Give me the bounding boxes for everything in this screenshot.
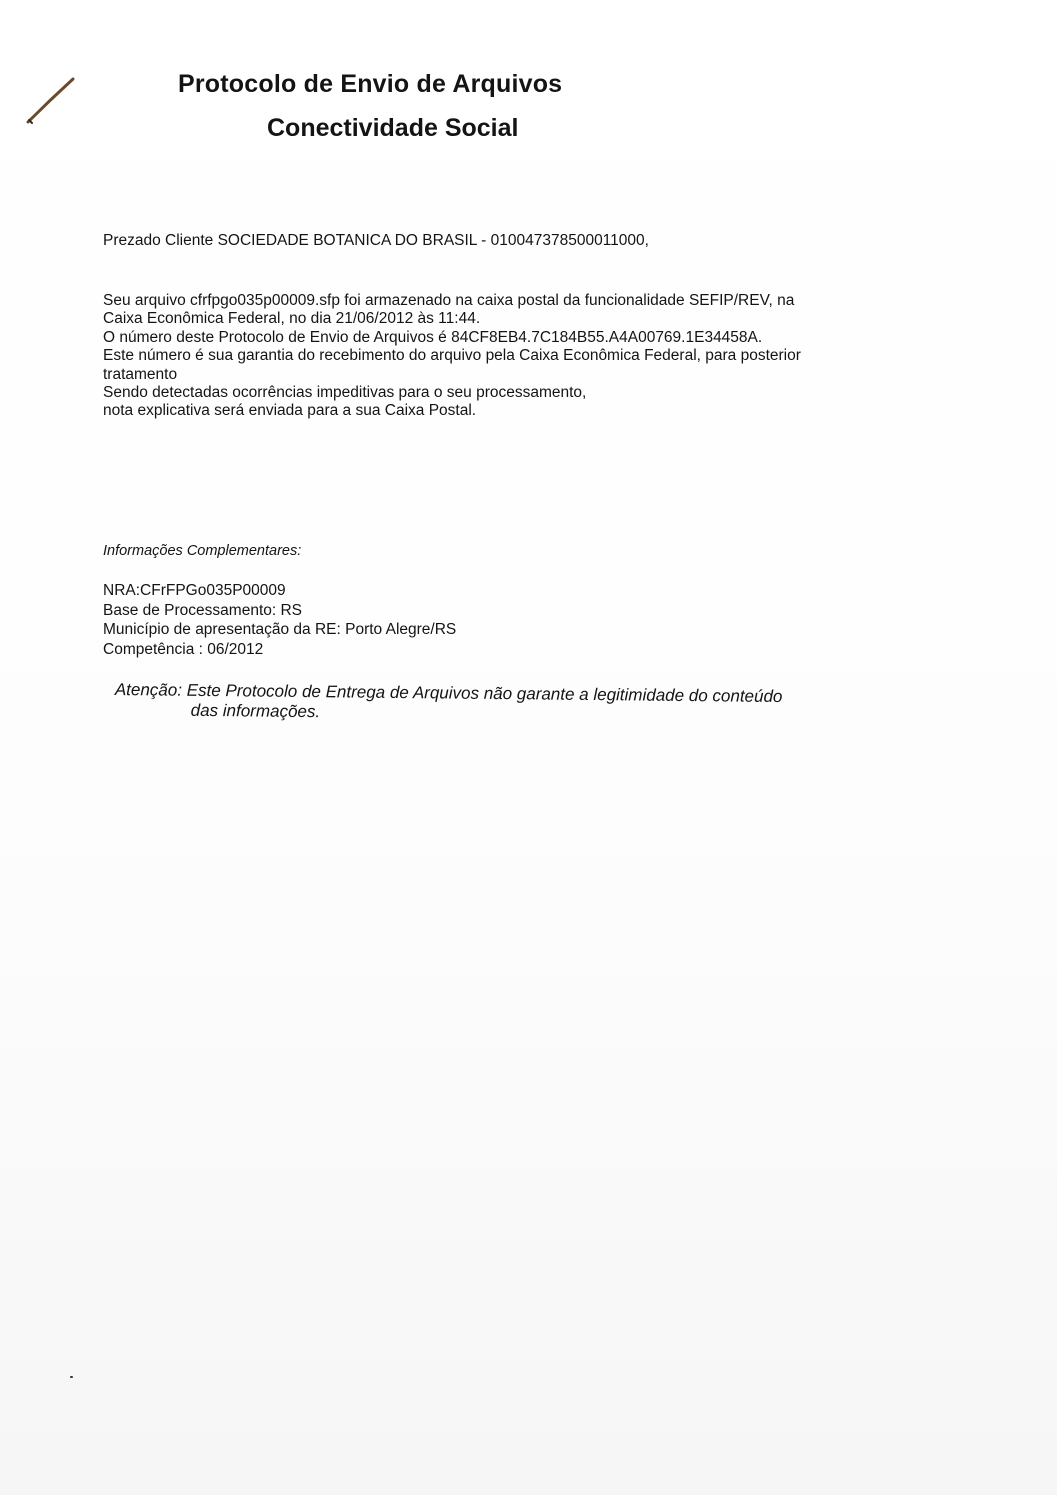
attention-notice bbox=[115, 680, 935, 729]
greeting-line: Prezado Cliente SOCIEDADE BOTANICA DO BRASIL - 010047378500011000, bbox=[103, 232, 649, 249]
info-item-base: Base de Processamento: RS bbox=[103, 601, 303, 619]
message-line: O número deste Protocolo de Envio de Arquivos é 84CF8EB4.7C184B55.A4A00769.1E34458A. bbox=[103, 328, 763, 346]
message-line: Sendo detectadas ocorrências impeditivas para o seu processamento, bbox=[103, 384, 587, 402]
message-line: nota explicativa será enviada para a sua Caixa Postal. bbox=[103, 402, 477, 420]
info-list bbox=[103, 581, 456, 659]
document-title: Protocolo de Envio de Arquivos bbox=[178, 70, 563, 98]
attention-text-continued: das informações. bbox=[190, 700, 321, 722]
message-line: Caixa Econômica Federal, no dia 21/06/2012 às 11:44. bbox=[103, 310, 481, 328]
attention-label: Atenção: bbox=[114, 680, 183, 700]
pen-stroke-mark bbox=[22, 70, 82, 130]
info-item-competencia: Competência : 06/2012 bbox=[103, 640, 264, 658]
attention-text: Este Protocolo de Entrega de Arquivos não garante a legitimidade do conteúdo bbox=[181, 680, 783, 706]
message-body bbox=[103, 292, 933, 421]
scan-speck bbox=[70, 1376, 73, 1378]
message-line: tratamento bbox=[103, 365, 178, 383]
document-subtitle: Conectividade Social bbox=[267, 114, 519, 142]
message-line: Este número é sua garantia do recebimento do arquivo pela Caixa Econômica Federal, para posterior bbox=[103, 347, 801, 365]
message-line: Seu arquivo cfrfpgo035p00009.sfp foi armazenado na caixa postal da funcionalidade SEFIP/REV, na bbox=[103, 292, 795, 309]
info-item-nra: NRA:CFrFPGo035P00009 bbox=[103, 582, 286, 599]
info-heading: Informações Complementares: bbox=[103, 543, 302, 559]
info-item-municipio: Município de apresentação da RE: Porto Alegre/RS bbox=[103, 621, 457, 638]
